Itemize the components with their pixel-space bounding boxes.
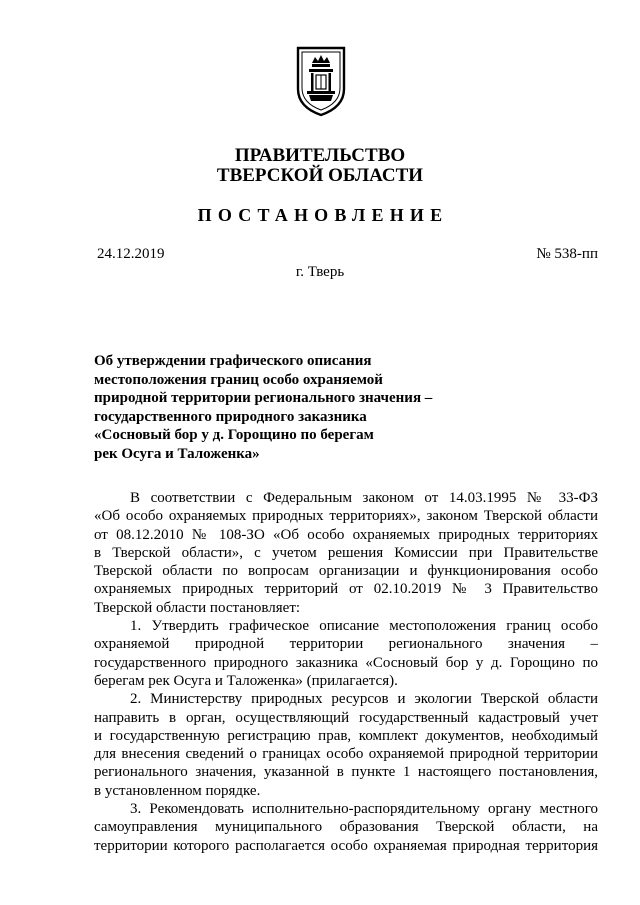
body-line: для внесения сведений о границах особо охраняемой природной территории — [94, 746, 598, 763]
body-line: 3. Рекомендовать исполнительно-распорядительному органу местного — [130, 801, 598, 818]
body-line: Тверской области по вопросам организации и функционирования особо — [94, 563, 598, 580]
body-line: Тверской области постановляет: — [94, 599, 301, 616]
body-line: в Тверской области», с учетом решения Комиссии при Правительстве — [94, 544, 598, 561]
body-line: от 08.12.2010 № 108-ЗО «Об особо охраняемых природных территориях — [94, 526, 598, 543]
body-line: регионального значения, указанной в пункте 1 настоящего постановления, — [94, 764, 598, 781]
subject-line: «Сосновый бор у д. Горощино по берегам — [94, 427, 374, 443]
body-line: 2. Министерству природных ресурсов и экологии Тверской области — [130, 691, 598, 708]
body-line: 1. Утвердить графическое описание местоположения границ особо — [130, 618, 598, 635]
subject-line: Об утверждении графического описания — [94, 353, 372, 369]
body-line: берегам рек Осуга и Таложенка» (прилагается). — [94, 672, 398, 689]
document-type: ПОСТАНОВЛЕНИЕ — [197, 205, 449, 225]
body-line: в установленном порядке. — [94, 782, 261, 799]
body-line: самоуправления муниципального образования Тверской области, на — [94, 819, 598, 836]
body-line: В соответствии с Федеральным законом от 14.03.1995 № 33-ФЗ — [130, 490, 598, 506]
body-line: направить в орган, осуществляющий государственный кадастровый учет — [94, 709, 598, 726]
body-line: охраняемых природных территорий от 02.10.2019 № 3 Правительство — [94, 581, 598, 598]
body-line: государственного природного заказника «Сосновый бор у д. Горощино по — [94, 654, 598, 671]
document-body — [94, 489, 598, 855]
government-name-line1: ПРАВИТЕЛЬСТВО — [234, 145, 406, 166]
tver-coat-of-arms-icon — [295, 45, 347, 117]
body-line: и государственную регистрацию прав, комплект документов, необходимый — [94, 727, 598, 744]
government-name-line2: ТВЕРСКОЙ ОБЛАСТИ — [216, 165, 424, 186]
body-line: охраняемой природной территории регионального значения – — [94, 636, 598, 653]
document-number: № 538-пп — [536, 246, 598, 262]
subject-line: государственного природного заказника — [94, 408, 367, 425]
document-subject — [94, 352, 454, 463]
document-date: 24.12.2019 — [97, 246, 165, 262]
subject-line: природной территории регионального значения – — [94, 390, 433, 406]
subject-line: рек Осуга и Таложенка» — [94, 445, 260, 462]
body-line: территории которого располагается особо охраняемая природная территория — [94, 837, 598, 854]
document-city: г. Тверь — [295, 264, 345, 280]
body-line: «Об особо охраняемых природных территориях», законом Тверской области — [94, 508, 598, 525]
subject-line: местоположения границ особо охраняемой — [94, 371, 383, 388]
